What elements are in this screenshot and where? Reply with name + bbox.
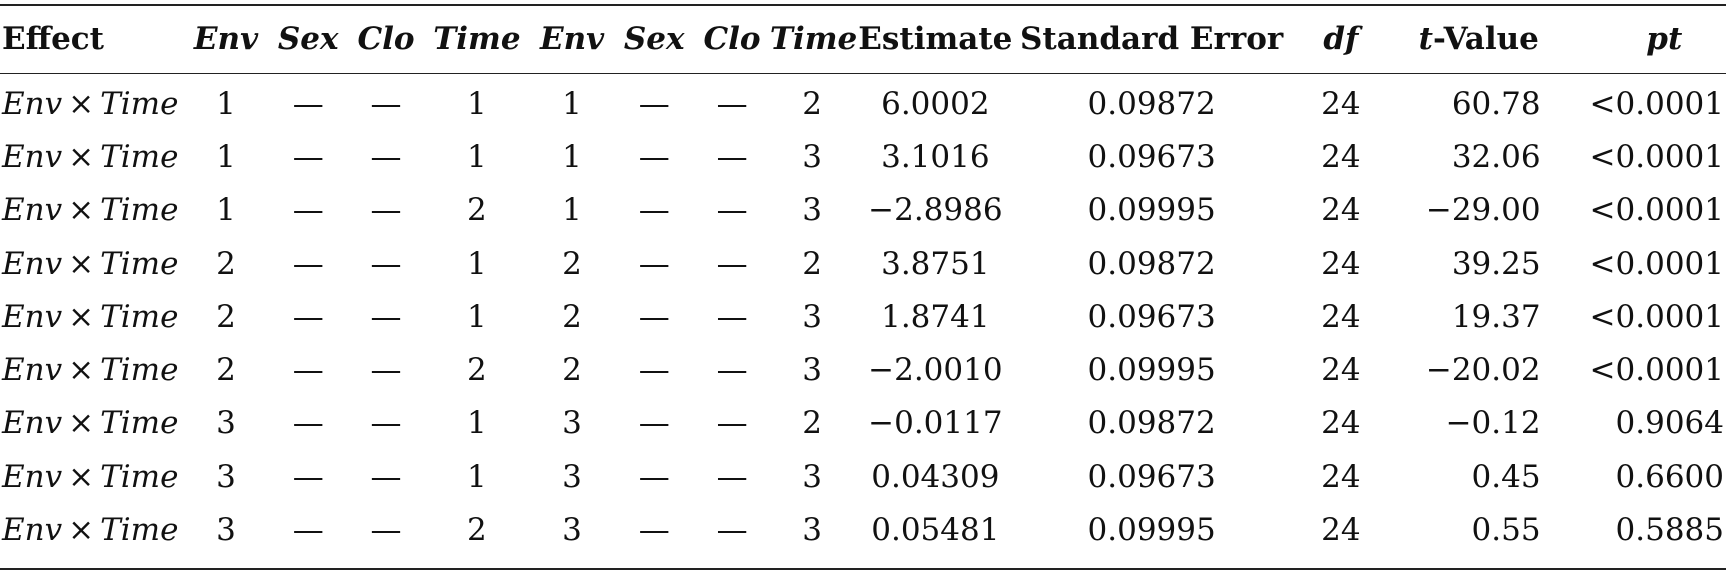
cell-standard-error: 0.09872 [1087, 405, 1216, 442]
cell-env-2: 1 [562, 85, 582, 122]
effect-env: Env [2, 245, 63, 282]
header-clo-1: Clo [357, 20, 415, 57]
cell-estimate: −2.0010 [868, 352, 1003, 389]
cell-pt: <0.0001 [1589, 245, 1724, 282]
effect-env: Env [2, 405, 63, 442]
table-row [0, 184, 1726, 237]
cell-time-2: 3 [802, 458, 822, 495]
table-row [0, 450, 1726, 503]
header-df: df [1323, 20, 1359, 57]
effect-time: Time [100, 512, 179, 549]
cell-effect [0, 237, 184, 290]
cell-clo-1: — [370, 512, 402, 549]
cell-pt: <0.0001 [1589, 298, 1724, 335]
table-row [0, 290, 1726, 343]
cell-clo-2: — [716, 85, 748, 122]
cell-time-1: 2 [467, 192, 487, 229]
cell-clo-2: — [716, 192, 748, 229]
cell-env-2: 1 [562, 192, 582, 229]
cell-clo-1: — [370, 458, 402, 495]
cell-env-1: 3 [216, 405, 236, 442]
cell-df: 24 [1321, 512, 1361, 549]
cell-sex-2: — [638, 512, 670, 549]
header-effect: Effect [2, 20, 104, 57]
cell-effect [0, 503, 184, 556]
effect-env: Env [2, 352, 63, 389]
cell-env-1: 3 [216, 458, 236, 495]
cell-clo-2: — [716, 458, 748, 495]
cell-env-2: 2 [562, 245, 582, 282]
cell-t-value: −0.12 [1445, 405, 1541, 442]
cell-env-2: 3 [562, 458, 582, 495]
cell-time-2: 2 [802, 245, 822, 282]
effect-env: Env [2, 458, 63, 495]
cell-time-1: 2 [467, 352, 487, 389]
table-row [0, 343, 1726, 396]
table-row [0, 503, 1726, 556]
cell-clo-1: — [370, 138, 402, 175]
cell-standard-error: 0.09673 [1087, 138, 1216, 175]
cell-env-1: 1 [216, 85, 236, 122]
cell-sex-2: — [638, 405, 670, 442]
header-clo-2: Clo [703, 20, 761, 57]
cell-pt: <0.0001 [1589, 352, 1724, 389]
cell-df: 24 [1321, 138, 1361, 175]
effect-time: Time [100, 352, 179, 389]
cell-env-1: 3 [216, 512, 236, 549]
cell-env-1: 1 [216, 138, 236, 175]
cell-env-1: 2 [216, 352, 236, 389]
cell-standard-error: 0.09872 [1087, 85, 1216, 122]
cell-effect [0, 130, 184, 183]
cell-pt: 0.5885 [1615, 512, 1724, 549]
cell-t-value: 19.37 [1451, 298, 1541, 335]
cell-estimate: 1.8741 [881, 298, 990, 335]
effect-time: Time [100, 405, 179, 442]
header-row [0, 4, 1726, 73]
cell-t-value: −29.00 [1425, 192, 1541, 229]
header-env-2: Env [539, 20, 605, 57]
table-row [0, 130, 1726, 183]
cell-effect [0, 343, 184, 396]
effect-times-sign: × [68, 138, 95, 175]
cell-standard-error: 0.09995 [1087, 512, 1216, 549]
effect-time: Time [100, 138, 179, 175]
cell-df: 24 [1321, 458, 1361, 495]
cell-sex-1: — [292, 138, 324, 175]
cell-df: 24 [1321, 405, 1361, 442]
table-body [0, 73, 1726, 557]
table-row [0, 237, 1726, 290]
cell-df: 24 [1321, 85, 1361, 122]
cell-sex-2: — [638, 298, 670, 335]
effect-time: Time [100, 458, 179, 495]
header-estimate: Estimate [858, 20, 1013, 57]
cell-clo-1: — [370, 405, 402, 442]
cell-env-2: 2 [562, 352, 582, 389]
cell-env-2: 1 [562, 138, 582, 175]
cell-time-1: 1 [467, 405, 487, 442]
cell-env-2: 3 [562, 405, 582, 442]
effect-env: Env [2, 85, 63, 122]
cell-clo-1: — [370, 245, 402, 282]
header-t-value-rest: -Value [1432, 20, 1539, 57]
effect-times-sign: × [68, 458, 95, 495]
cell-estimate: 3.1016 [881, 138, 990, 175]
cell-estimate: −0.0117 [868, 405, 1003, 442]
cell-df: 24 [1321, 298, 1361, 335]
cell-pt: <0.0001 [1589, 138, 1724, 175]
cell-clo-1: — [370, 192, 402, 229]
cell-clo-1: — [370, 85, 402, 122]
cell-time-1: 1 [467, 245, 487, 282]
header-time-1: Time [433, 20, 521, 57]
cell-standard-error: 0.09872 [1087, 245, 1216, 282]
cell-effect [0, 450, 184, 503]
effect-env: Env [2, 138, 63, 175]
cell-clo-2: — [716, 245, 748, 282]
header-t-value [1395, 4, 1563, 73]
effect-times-sign: × [68, 298, 95, 335]
cell-time-2: 3 [802, 138, 822, 175]
table-bottom-rule [0, 568, 1726, 570]
cell-clo-2: — [716, 298, 748, 335]
cell-df: 24 [1321, 192, 1361, 229]
effect-times-sign: × [68, 245, 95, 282]
cell-pt: 0.6600 [1615, 458, 1724, 495]
cell-clo-1: — [370, 352, 402, 389]
cell-effect [0, 184, 184, 237]
cell-time-1: 1 [467, 85, 487, 122]
cell-time-2: 3 [802, 192, 822, 229]
cell-sex-1: — [292, 192, 324, 229]
table-row [0, 397, 1726, 450]
cell-env-2: 2 [562, 298, 582, 335]
cell-sex-2: — [638, 458, 670, 495]
cell-time-2: 3 [802, 298, 822, 335]
cell-sex-1: — [292, 245, 324, 282]
header-pt: pt [1646, 20, 1683, 57]
cell-sex-1: — [292, 85, 324, 122]
cell-estimate: −2.8986 [868, 192, 1003, 229]
cell-sex-2: — [638, 352, 670, 389]
effect-time: Time [100, 298, 179, 335]
effect-time: Time [100, 85, 179, 122]
cell-env-1: 1 [216, 192, 236, 229]
cell-t-value: 0.45 [1471, 458, 1541, 495]
cell-time-2: 3 [802, 352, 822, 389]
effect-time: Time [100, 245, 179, 282]
cell-effect [0, 290, 184, 343]
cell-sex-1: — [292, 352, 324, 389]
cell-time-1: 1 [467, 298, 487, 335]
cell-estimate: 6.0002 [881, 85, 990, 122]
effect-times-sign: × [68, 352, 95, 389]
effect-times-sign: × [68, 192, 95, 229]
cell-clo-2: — [716, 405, 748, 442]
header-env-1: Env [193, 20, 259, 57]
header-sex-1: Sex [277, 20, 339, 57]
header-sex-2: Sex [623, 20, 685, 57]
cell-estimate: 3.8751 [881, 245, 990, 282]
cell-estimate: 0.04309 [871, 458, 1000, 495]
cell-t-value: 60.78 [1451, 85, 1541, 122]
cell-sex-1: — [292, 512, 324, 549]
cell-standard-error: 0.09673 [1087, 298, 1216, 335]
cell-time-1: 1 [467, 138, 487, 175]
cell-time-2: 2 [802, 85, 822, 122]
cell-sex-1: — [292, 458, 324, 495]
effect-env: Env [2, 298, 63, 335]
cell-t-value: −20.02 [1425, 352, 1541, 389]
cell-t-value: 39.25 [1451, 245, 1541, 282]
cell-standard-error: 0.09673 [1087, 458, 1216, 495]
cell-effect [0, 73, 184, 130]
cell-env-1: 2 [216, 245, 236, 282]
cell-clo-2: — [716, 352, 748, 389]
cell-sex-2: — [638, 85, 670, 122]
effect-times-sign: × [68, 512, 95, 549]
cell-time-1: 2 [467, 512, 487, 549]
header-t-value-t: t [1418, 20, 1433, 57]
cell-time-2: 2 [802, 405, 822, 442]
table-row [0, 73, 1726, 130]
cell-sex-1: — [292, 298, 324, 335]
effect-env: Env [2, 512, 63, 549]
results-table [0, 4, 1726, 557]
cell-sex-2: — [638, 192, 670, 229]
cell-clo-1: — [370, 298, 402, 335]
header-standard-error: Standard Error [1020, 20, 1284, 57]
cell-estimate: 0.05481 [871, 512, 1000, 549]
cell-clo-2: — [716, 138, 748, 175]
cell-env-2: 3 [562, 512, 582, 549]
cell-env-1: 2 [216, 298, 236, 335]
cell-pt: <0.0001 [1589, 85, 1724, 122]
cell-standard-error: 0.09995 [1087, 352, 1216, 389]
effect-env: Env [2, 192, 63, 229]
cell-df: 24 [1321, 245, 1361, 282]
cell-pt: <0.0001 [1589, 192, 1724, 229]
cell-t-value: 32.06 [1451, 138, 1541, 175]
effect-time: Time [100, 192, 179, 229]
cell-clo-2: — [716, 512, 748, 549]
cell-sex-1: — [292, 405, 324, 442]
cell-effect [0, 397, 184, 450]
table-header [0, 4, 1726, 73]
cell-sex-2: — [638, 138, 670, 175]
cell-df: 24 [1321, 352, 1361, 389]
cell-sex-2: — [638, 245, 670, 282]
cell-standard-error: 0.09995 [1087, 192, 1216, 229]
cell-time-2: 3 [802, 512, 822, 549]
cell-time-1: 1 [467, 458, 487, 495]
cell-t-value: 0.55 [1471, 512, 1541, 549]
effect-times-sign: × [68, 405, 95, 442]
header-time-2: Time [769, 20, 858, 57]
effect-times-sign: × [68, 85, 95, 122]
cell-pt: 0.9064 [1615, 405, 1724, 442]
